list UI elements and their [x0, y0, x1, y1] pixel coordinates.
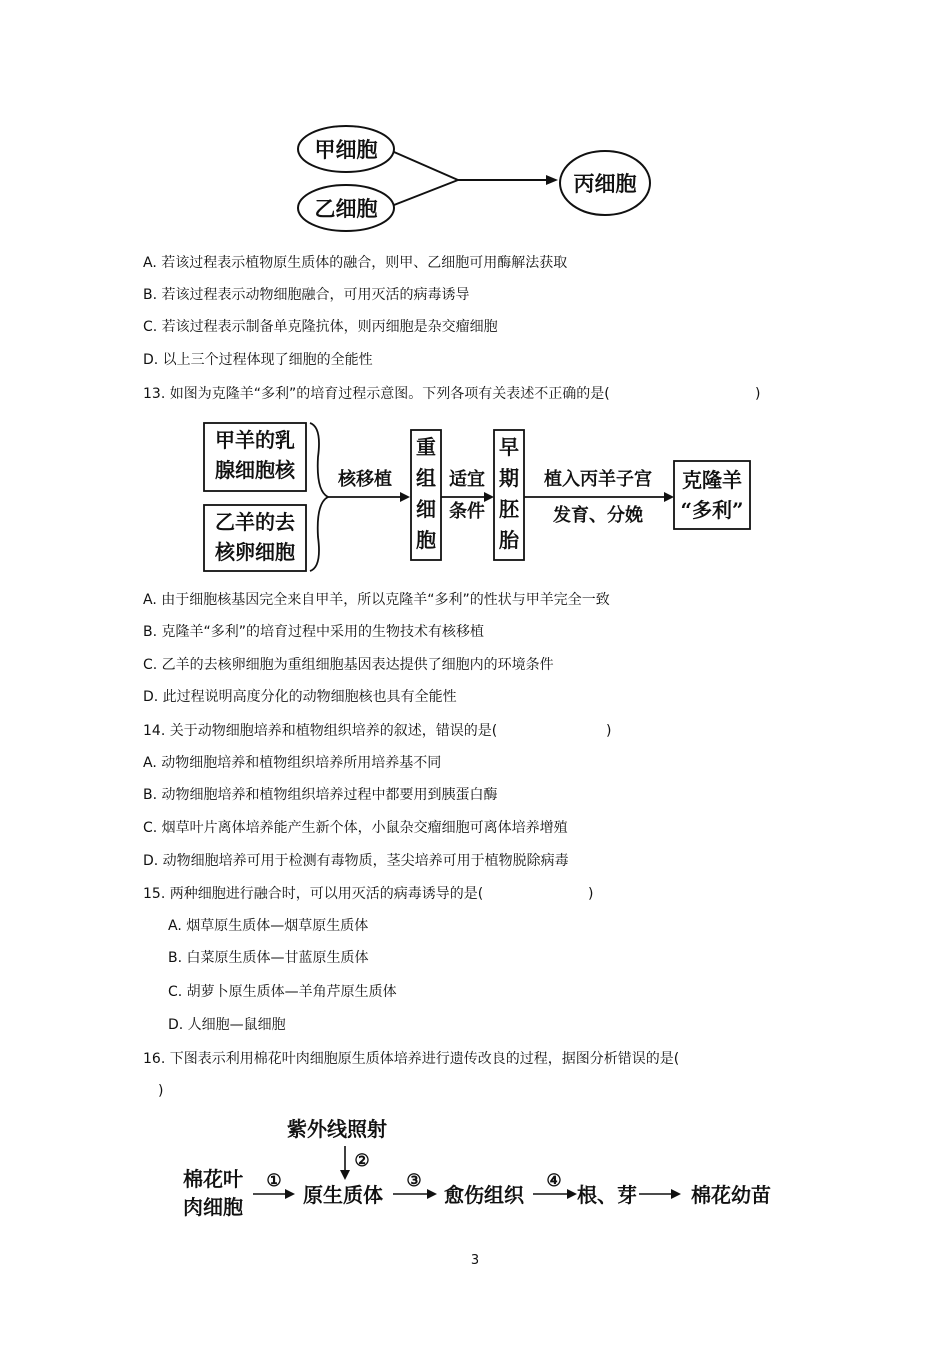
q14-option-a: A. 动物细胞培养和植物组织培养所用培养基不同	[143, 755, 442, 771]
early-embryo-char-1: 早	[499, 435, 519, 459]
step-3-marker: ③	[406, 1171, 422, 1191]
q15-option-c: C. 胡萝卜原生质体—羊角芹原生质体	[168, 984, 397, 1000]
implant-label: 植入丙羊子宫	[544, 469, 652, 490]
q16-close-paren: )	[158, 1083, 164, 1099]
dolly-line1: 克隆羊	[682, 468, 742, 492]
early-embryo-char-2: 期	[499, 466, 519, 490]
q14-option-b: B. 动物细胞培养和植物组织培养过程中都要用到胰蛋白酶	[143, 787, 498, 803]
q13-option-c: C. 乙羊的去核卵细胞为重组细胞基因表达提供了细胞内的环境条件	[143, 657, 554, 673]
q13-option-b: B. 克隆羊“多利”的培育过程中采用的生物技术有核移植	[143, 624, 485, 640]
suitable-conditions-line2: 条件	[449, 501, 485, 522]
q14-option-d: D. 动物细胞培养可用于检测有毒物质，茎尖培养可用于植物脱除病毒	[143, 853, 569, 869]
develop-label: 发育、分娩	[553, 505, 643, 526]
q12-option-d: D. 以上三个过程体现了细胞的全能性	[143, 352, 373, 368]
cotton-seedling-label: 棉花幼苗	[691, 1183, 771, 1207]
q13-stem: 13. 如图为克隆羊“多利”的培育过程示意图。下列各项有关表述不正确的是(	[143, 386, 610, 402]
q14-option-c: C. 烟草叶片离体培养能产生新个体，小鼠杂交瘤细胞可离体培养增殖	[143, 820, 568, 836]
q12-option-c: C. 若该过程表示制备单克隆抗体，则丙细胞是杂交瘤细胞	[143, 319, 498, 335]
q15-option-d: D. 人细胞—鼠细胞	[168, 1017, 286, 1033]
enucleated-egg-line2: 核卵细胞	[215, 540, 295, 564]
q15-close-paren: )	[588, 886, 594, 902]
nuclear-transfer-label: 核移植	[338, 469, 392, 490]
roots-shoots-label: 根、芽	[577, 1183, 637, 1207]
page-number: 3	[470, 1253, 480, 1268]
donor-nucleus-line2: 腺细胞核	[215, 458, 295, 482]
suitable-conditions-line1: 适宜	[449, 469, 485, 490]
q13-close-paren: )	[755, 386, 761, 402]
q13-option-a: A. 由于细胞核基因完全来自甲羊，所以克隆羊“多利”的性状与甲羊完全一致	[143, 592, 610, 608]
cotton-process-diagram	[175, 1110, 785, 1225]
q15-option-b: B. 白菜原生质体—甘蓝原生质体	[168, 950, 369, 966]
enucleated-egg-line1: 乙羊的去	[215, 510, 295, 534]
step-2-marker: ②	[354, 1151, 370, 1171]
dolly-line2: “多利”	[680, 498, 744, 522]
step-1-marker: ①	[266, 1171, 282, 1191]
recombinant-cell-char-3: 细	[416, 497, 436, 521]
protoplast-label: 原生质体	[303, 1183, 383, 1207]
q13-option-d: D. 此过程说明高度分化的动物细胞核也具有全能性	[143, 689, 457, 705]
q12-option-a: A. 若该过程表示植物原生质体的融合，则甲、乙细胞可用酶解法获取	[143, 255, 568, 271]
cell-a-label: 甲细胞	[314, 137, 378, 162]
cell-b-label: 乙细胞	[314, 196, 378, 221]
uv-label: 紫外线照射	[287, 1117, 387, 1141]
donor-nucleus-line1: 甲羊的乳	[215, 428, 295, 452]
cell-fusion-diagram	[290, 122, 660, 238]
callus-label: 愈伤组织	[444, 1183, 524, 1207]
q14-stem: 14. 关于动物细胞培养和植物组织培养的叙述，错误的是(	[143, 723, 498, 739]
cell-c-label: 丙细胞	[573, 171, 637, 196]
q15-option-a: A. 烟草原生质体—烟草原生质体	[168, 918, 369, 934]
recombinant-cell-char-1: 重	[416, 435, 436, 459]
cotton-mesophyll-line2: 肉细胞	[183, 1195, 243, 1219]
q15-stem: 15. 两种细胞进行融合时，可以用灭活的病毒诱导的是(	[143, 886, 484, 902]
q12-option-b: B. 若该过程表示动物细胞融合，可用灭活的病毒诱导	[143, 287, 470, 303]
early-embryo-char-4: 胎	[499, 528, 519, 552]
recombinant-cell-char-2: 组	[416, 466, 436, 490]
q16-stem: 16. 下图表示利用棉花叶肉细胞原生质体培养进行遗传改良的过程，据图分析错误的是(	[143, 1051, 680, 1067]
early-embryo-char-3: 胚	[499, 497, 519, 521]
cloning-diagram	[200, 417, 760, 577]
cotton-mesophyll-line1: 棉花叶	[183, 1167, 243, 1191]
recombinant-cell-char-4: 胞	[416, 528, 436, 552]
step-4-marker: ④	[546, 1171, 562, 1191]
q14-close-paren: )	[606, 723, 612, 739]
